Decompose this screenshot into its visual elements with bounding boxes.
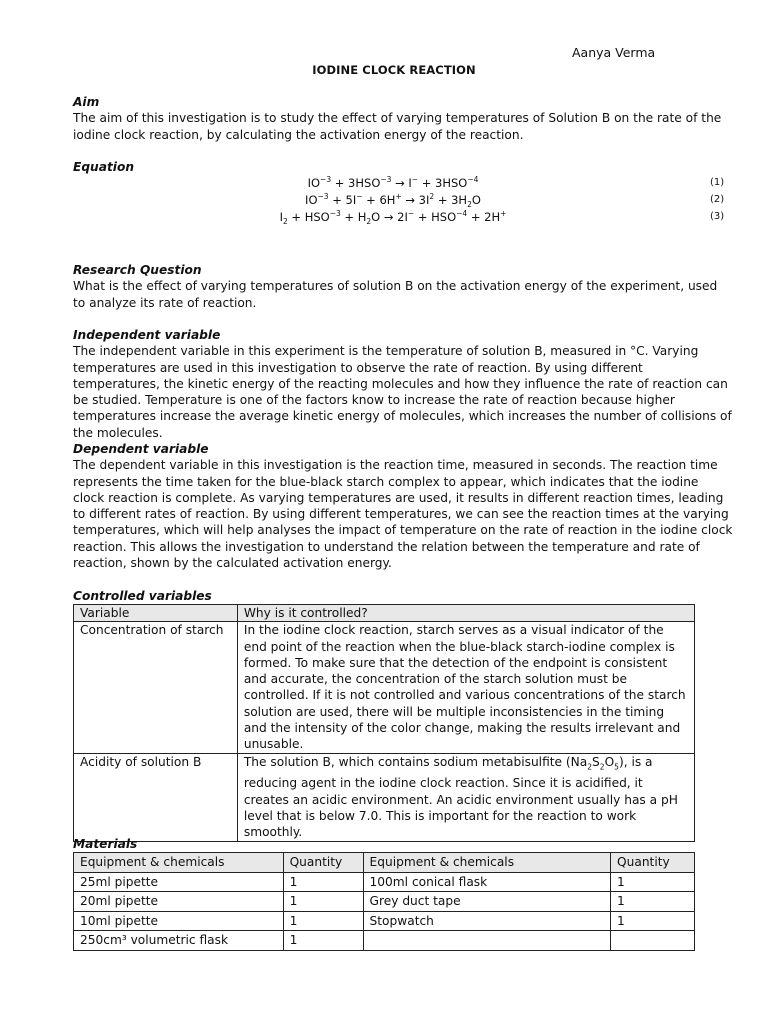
variable-cell: Acidity of solution B: [74, 753, 238, 841]
quantity-cell: 1: [283, 911, 363, 931]
column-header-reason: Why is it controlled?: [237, 605, 694, 622]
equipment-cell: Stopwatch: [363, 911, 610, 931]
quantity-cell: 1: [283, 892, 363, 912]
equation-row-2: [73, 192, 733, 209]
materials-heading: Materials: [73, 837, 138, 851]
aim-heading: Aim: [73, 95, 100, 109]
equipment-cell: [363, 931, 610, 951]
dependent-variable-heading: Dependent variable: [73, 442, 209, 456]
quantity-cell: 1: [611, 872, 695, 892]
equipment-cell: 250cm³ volumetric flask: [74, 931, 284, 951]
materials-table: [73, 852, 695, 951]
column-header-variable: Variable: [74, 605, 238, 622]
column-header-quantity-2: Quantity: [611, 853, 695, 873]
equation-number-2: (2): [710, 194, 725, 205]
equation-1: $IO^{-3} + 3HSO^{-3} \to I^- + 3HSO^{-4}$: [307, 175, 479, 190]
table-header-row: [74, 853, 695, 873]
aim-text: The aim of this investigation is to study the effect of varying temperatures of Solution B on the rate of the iodine clock reaction, by calculating the activation energy of the reaction.: [73, 111, 722, 142]
quantity-cell: 1: [283, 872, 363, 892]
table-row: [74, 911, 695, 931]
author-name: Aanya Verma: [572, 45, 656, 60]
research-question-text: What is the effect of varying temperatures of solution B on the activation energy of the experiment, used to analyze its rate of reaction.: [73, 279, 718, 310]
reason-cell: In the iodine clock reaction, starch serves as a visual indicator of the end point of the reaction when the blue-black starch-iodine complex is formed. To make sure that the detection of the endpoint is consistent and accurate, the concentration of the starch solution must be controlled. If it is not controlled and various concentrations of the starch solution are used, there will be multiple inconsistencies in the timing and the intensity of the color change, making the results irrelevant and unusable.: [237, 622, 694, 753]
aim-section: [73, 94, 733, 143]
equation-3: $I_2 + HSO^{-3} + H_2O \to 2I^- + HSO^{-4} + 2H^+$: [279, 209, 507, 227]
quantity-cell: 1: [283, 931, 363, 951]
materials-section: [73, 836, 733, 852]
controlled-variables-section: [73, 588, 733, 604]
equation-number-3: (3): [710, 211, 725, 222]
table-row: [74, 931, 695, 951]
equation-heading: Equation: [73, 160, 135, 174]
equation-row-1: [73, 175, 733, 192]
equipment-cell: 25ml pipette: [74, 872, 284, 892]
equation-number-1: (1): [710, 177, 725, 188]
equipment-cell: 20ml pipette: [74, 892, 284, 912]
column-header-equipment-1: Equipment & chemicals: [74, 853, 284, 873]
independent-variable-text: The independent variable in this experiment is the temperature of solution B, measured in °C. Varying temperatures are used in this investigation to observe the rate of reaction. By using different temperatures, the kinetic energy of the reacting molecules and how they influence the rate of reaction can be studied. Temperature is one of the factors know to increase the rate of reaction because higher temperatures increase the average kinetic energy of molecules, which increases the number of collisions of the molecules.: [73, 344, 732, 440]
equipment-cell: 10ml pipette: [74, 911, 284, 931]
table-row: [74, 622, 695, 753]
equation-2: $IO^{-3} + 5I^- + 6H^+ \to 3I^2 + 3H_2O$: [305, 192, 481, 210]
reason-cell: The solution B, which contains sodium metabisulfite $(Na_2S_2O_5)$, is a reducing agent in the iodine clock reaction. Since it is acidified, it creates an acidic environment. An acidic environment usually has a pH level that is below 7.0. This is important for the reaction to work smoothly.: [237, 753, 694, 841]
independent-variable-heading: Independent variable: [73, 328, 221, 342]
equipment-cell: 100ml conical flask: [363, 872, 610, 892]
research-question-heading: Research Question: [73, 263, 202, 277]
dependent-variable-section: [73, 441, 733, 571]
page-title: IODINE CLOCK REACTION: [312, 63, 476, 77]
column-header-quantity-1: Quantity: [283, 853, 363, 873]
table-row: [74, 753, 695, 841]
independent-variable-section: [73, 327, 733, 441]
equation-row-3: [73, 209, 733, 226]
quantity-cell: 1: [611, 892, 695, 912]
equation-section: [73, 159, 733, 175]
equipment-cell: Grey duct tape: [363, 892, 610, 912]
table-header-row: [74, 605, 695, 622]
table-row: [74, 872, 695, 892]
dependent-variable-text: The dependent variable in this investigation is the reaction time, measured in seconds. The reaction time represents the time taken for the blue-black starch complex to appear, which indicates that the iodine clock reaction is complete. As varying temperatures are used, it results in different reaction times, leading to different rates of reaction. By using different temperatures, we can see the reaction times at the varying temperatures, which will help analyses the impact of temperature on the rate of reaction in the iodine clock reaction. This allows the investigation to understand the relation between the temperature and rate of reaction, shown by the calculated activation energy.: [73, 458, 733, 571]
controlled-variables-heading: Controlled variables: [73, 589, 212, 603]
quantity-cell: [611, 931, 695, 951]
research-question-section: [73, 262, 733, 311]
column-header-equipment-2: Equipment & chemicals: [363, 853, 610, 873]
table-row: [74, 892, 695, 912]
variable-cell: Concentration of starch: [74, 622, 238, 753]
quantity-cell: 1: [611, 911, 695, 931]
controlled-variables-table: [73, 604, 695, 842]
